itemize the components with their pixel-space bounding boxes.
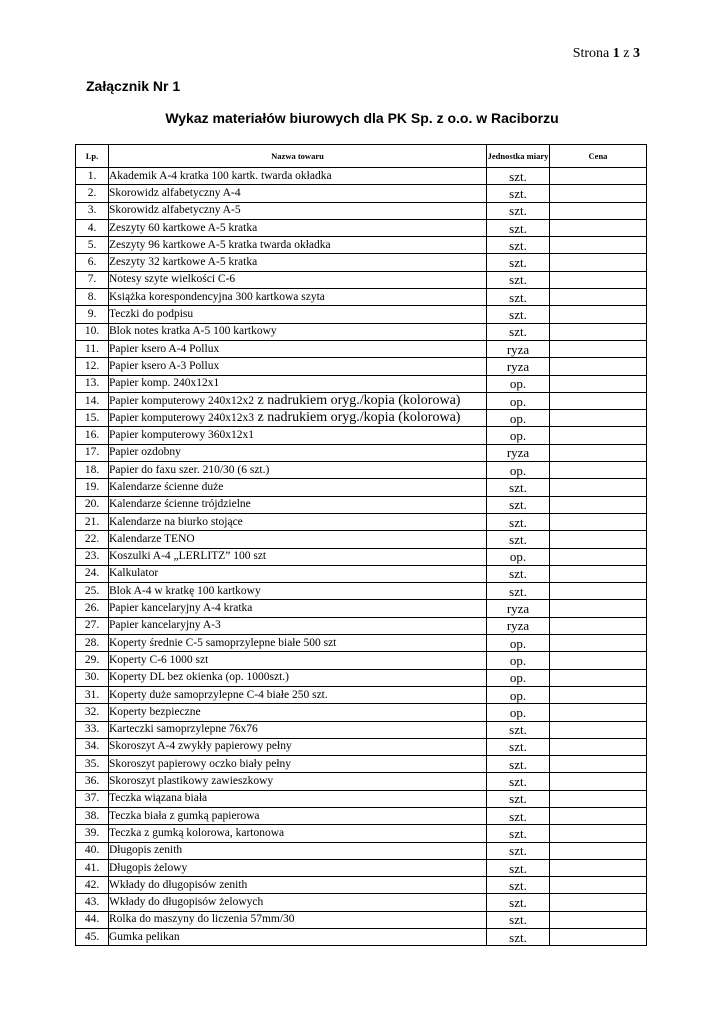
row-name: Kalendarze TENO bbox=[109, 532, 195, 545]
row-lp: 19. bbox=[76, 479, 109, 496]
row-unit: szt. bbox=[487, 565, 550, 582]
row-name-extension: z nadrukiem oryg./kopia (kolorowa) bbox=[254, 410, 461, 426]
row-name: Koperty duże samoprzylepne C-4 białe 250 szt. bbox=[109, 688, 328, 701]
row-price-cell[interactable] bbox=[550, 306, 647, 323]
row-name: Notesy szyte wielkości C-6 bbox=[109, 273, 236, 286]
row-name: Kalendarze ścienne trójdzielne bbox=[109, 498, 251, 511]
row-name-cell bbox=[109, 185, 487, 202]
row-lp: 40. bbox=[76, 842, 109, 859]
table-row bbox=[76, 323, 647, 340]
row-name: Papier ksero A-4 Pollux bbox=[109, 342, 220, 355]
row-name-extension: z nadrukiem oryg./kopia (kolorowa) bbox=[254, 393, 461, 408]
row-price-cell[interactable] bbox=[550, 686, 647, 703]
row-lp: 45. bbox=[76, 929, 109, 946]
row-name: Papier komp. 240x12x1 bbox=[109, 377, 220, 390]
row-name-cell bbox=[109, 289, 487, 306]
row-unit: szt. bbox=[487, 323, 550, 340]
row-name-cell bbox=[109, 600, 487, 617]
row-lp: 16. bbox=[76, 427, 109, 444]
row-price-cell[interactable] bbox=[550, 168, 647, 185]
row-name-cell bbox=[109, 911, 487, 928]
row-unit: szt. bbox=[487, 790, 550, 807]
row-name-cell bbox=[109, 271, 487, 288]
row-unit: op. bbox=[487, 704, 550, 721]
row-name-cell bbox=[109, 877, 487, 894]
row-price-cell[interactable] bbox=[550, 565, 647, 582]
row-unit: szt. bbox=[487, 894, 550, 911]
row-name-cell bbox=[109, 790, 487, 807]
row-unit: szt. bbox=[487, 756, 550, 773]
table-row bbox=[76, 825, 647, 842]
row-name: Zeszyty 96 kartkowe A-5 kratka twarda okładka bbox=[109, 238, 331, 251]
row-lp: 30. bbox=[76, 669, 109, 686]
row-lp: 5. bbox=[76, 237, 109, 254]
row-name-cell bbox=[109, 548, 487, 565]
table-row bbox=[76, 496, 647, 513]
row-lp: 25. bbox=[76, 583, 109, 600]
row-unit: szt. bbox=[487, 496, 550, 513]
row-name-cell bbox=[109, 652, 487, 669]
row-price-cell[interactable] bbox=[550, 392, 647, 409]
row-unit: op. bbox=[487, 652, 550, 669]
row-price-cell[interactable] bbox=[550, 721, 647, 738]
row-name: Koperty C-6 1000 szt bbox=[109, 653, 209, 666]
row-unit: szt. bbox=[487, 773, 550, 790]
row-name-cell bbox=[109, 773, 487, 790]
row-lp: 21. bbox=[76, 513, 109, 530]
row-lp: 29. bbox=[76, 652, 109, 669]
row-name: Teczka z gumką kolorowa, kartonowa bbox=[109, 826, 285, 839]
row-name-cell bbox=[109, 462, 487, 479]
row-name: Papier kancelaryjny A-3 bbox=[109, 619, 221, 632]
row-name: Papier kancelaryjny A-4 kratka bbox=[109, 602, 253, 615]
row-unit: ryza bbox=[487, 617, 550, 634]
row-name-cell bbox=[109, 929, 487, 946]
row-price-cell[interactable] bbox=[550, 583, 647, 600]
table-row bbox=[76, 911, 647, 928]
row-unit: op. bbox=[487, 462, 550, 479]
table-row bbox=[76, 531, 647, 548]
row-price-cell[interactable] bbox=[550, 340, 647, 357]
row-lp: 23. bbox=[76, 548, 109, 565]
table-row bbox=[76, 219, 647, 236]
page-total: 3 bbox=[633, 46, 640, 61]
table-row bbox=[76, 444, 647, 461]
row-name-cell bbox=[109, 444, 487, 461]
row-name-cell bbox=[109, 825, 487, 842]
page-separator: z bbox=[619, 46, 633, 61]
row-name: Blok notes kratka A-5 100 kartkowy bbox=[109, 325, 277, 338]
row-name: Karteczki samoprzylepne 76x76 bbox=[109, 723, 258, 736]
row-lp: 38. bbox=[76, 807, 109, 824]
row-price-cell[interactable] bbox=[550, 773, 647, 790]
row-name-cell bbox=[109, 686, 487, 703]
row-name-cell bbox=[109, 410, 487, 427]
row-price-cell[interactable] bbox=[550, 929, 647, 946]
row-unit: szt. bbox=[487, 929, 550, 946]
row-unit: op. bbox=[487, 375, 550, 392]
row-name-cell bbox=[109, 756, 487, 773]
row-price-cell[interactable] bbox=[550, 496, 647, 513]
row-lp: 41. bbox=[76, 859, 109, 876]
page-current: 1 bbox=[612, 46, 620, 61]
row-lp: 1. bbox=[76, 168, 109, 185]
row-name-cell bbox=[109, 513, 487, 530]
row-lp: 37. bbox=[76, 790, 109, 807]
table-row bbox=[76, 462, 647, 479]
row-price-cell[interactable] bbox=[550, 358, 647, 375]
row-name: Kalendarze na biurko stojące bbox=[109, 515, 243, 528]
row-unit: szt. bbox=[487, 271, 550, 288]
table-header-row bbox=[76, 145, 647, 168]
row-lp: 27. bbox=[76, 617, 109, 634]
row-unit: op. bbox=[487, 548, 550, 565]
row-lp: 13. bbox=[76, 375, 109, 392]
row-name-cell bbox=[109, 738, 487, 755]
row-name: Skoroszyt A-4 zwykły papierowy pełny bbox=[109, 740, 292, 753]
row-name-cell bbox=[109, 237, 487, 254]
row-lp: 22. bbox=[76, 531, 109, 548]
row-lp: 4. bbox=[76, 219, 109, 236]
row-unit: szt. bbox=[487, 254, 550, 271]
row-name-cell bbox=[109, 306, 487, 323]
row-name: Teczka biała z gumką papierowa bbox=[109, 809, 260, 822]
row-price-cell[interactable] bbox=[550, 375, 647, 392]
row-unit: szt. bbox=[487, 237, 550, 254]
table-row bbox=[76, 929, 647, 946]
row-name-cell bbox=[109, 340, 487, 357]
row-lp: 9. bbox=[76, 306, 109, 323]
row-price-cell[interactable] bbox=[550, 756, 647, 773]
row-name: Papier ozdobny bbox=[109, 446, 181, 459]
row-name: Koszulki A-4 „LERLITZ” 100 szt bbox=[109, 550, 267, 563]
table-row bbox=[76, 410, 647, 427]
page-prefix: Strona bbox=[572, 46, 613, 61]
table-row bbox=[76, 185, 647, 202]
row-name: Papier komputerowy 360x12x1 bbox=[109, 429, 255, 442]
row-price-cell[interactable] bbox=[550, 444, 647, 461]
row-name-cell bbox=[109, 479, 487, 496]
row-price-cell[interactable] bbox=[550, 600, 647, 617]
row-unit: op. bbox=[487, 392, 550, 409]
row-unit: szt. bbox=[487, 842, 550, 859]
row-unit: op. bbox=[487, 669, 550, 686]
table-row bbox=[76, 375, 647, 392]
table-row bbox=[76, 738, 647, 755]
row-unit: szt. bbox=[487, 825, 550, 842]
row-name-cell bbox=[109, 531, 487, 548]
row-unit: szt. bbox=[487, 289, 550, 306]
row-name: Koperty DL bez okienka (op. 1000szt.) bbox=[109, 671, 290, 684]
table-row bbox=[76, 427, 647, 444]
row-price-cell[interactable] bbox=[550, 704, 647, 721]
table-row bbox=[76, 254, 647, 271]
header-unit: Jednostka miary bbox=[487, 145, 550, 168]
row-lp: 20. bbox=[76, 496, 109, 513]
row-price-cell[interactable] bbox=[550, 513, 647, 530]
row-name: Papier do faxu szer. 210/30 (6 szt.) bbox=[109, 463, 270, 476]
header-price: Cena bbox=[550, 145, 647, 168]
row-unit: ryza bbox=[487, 600, 550, 617]
row-price-cell[interactable] bbox=[550, 479, 647, 496]
row-name-cell bbox=[109, 219, 487, 236]
row-price-cell[interactable] bbox=[550, 531, 647, 548]
row-price-cell[interactable] bbox=[550, 738, 647, 755]
row-name: Wkłady do długopisów zenith bbox=[109, 878, 248, 891]
table-row bbox=[76, 635, 647, 652]
row-unit: szt. bbox=[487, 738, 550, 755]
row-price-cell[interactable] bbox=[550, 427, 647, 444]
row-price-cell[interactable] bbox=[550, 825, 647, 842]
row-name: Długopis zenith bbox=[109, 844, 183, 857]
row-name-cell bbox=[109, 807, 487, 824]
row-name: Koperty bezpieczne bbox=[109, 705, 201, 718]
row-unit: szt. bbox=[487, 202, 550, 219]
row-unit: szt. bbox=[487, 306, 550, 323]
row-lp: 2. bbox=[76, 185, 109, 202]
row-unit: ryza bbox=[487, 340, 550, 357]
table-row bbox=[76, 340, 647, 357]
table-row bbox=[76, 306, 647, 323]
table-row bbox=[76, 790, 647, 807]
row-unit: szt. bbox=[487, 721, 550, 738]
row-lp: 43. bbox=[76, 894, 109, 911]
header-lp: Lp. bbox=[76, 145, 109, 168]
row-name: Skoroszyt plastikowy zawieszkowy bbox=[109, 775, 274, 788]
row-price-cell[interactable] bbox=[550, 254, 647, 271]
table-row bbox=[76, 756, 647, 773]
row-price-cell[interactable] bbox=[550, 635, 647, 652]
row-price-cell[interactable] bbox=[550, 807, 647, 824]
row-lp: 36. bbox=[76, 773, 109, 790]
row-name: Papier komputerowy 240x12x3 bbox=[109, 412, 255, 425]
table-row bbox=[76, 669, 647, 686]
table-row bbox=[76, 773, 647, 790]
row-name: Rolka do maszyny do liczenia 57mm/30 bbox=[109, 913, 295, 926]
materials-table bbox=[75, 144, 647, 946]
row-name: Zeszyty 32 kartkowe A-5 kratka bbox=[109, 256, 258, 269]
row-lp: 28. bbox=[76, 635, 109, 652]
row-lp: 10. bbox=[76, 323, 109, 340]
row-lp: 18. bbox=[76, 462, 109, 479]
row-lp: 7. bbox=[76, 271, 109, 288]
row-price-cell[interactable] bbox=[550, 894, 647, 911]
annex-label: Załącznik Nr 1 bbox=[86, 78, 181, 94]
row-name: Akademik A-4 kratka 100 kartk. twarda okładka bbox=[109, 169, 332, 182]
row-unit: ryza bbox=[487, 444, 550, 461]
row-lp: 44. bbox=[76, 911, 109, 928]
table-row bbox=[76, 548, 647, 565]
table-row bbox=[76, 358, 647, 375]
row-unit: ryza bbox=[487, 358, 550, 375]
row-name: Skoroszyt papierowy oczko biały pełny bbox=[109, 757, 292, 770]
row-lp: 26. bbox=[76, 600, 109, 617]
row-name-cell bbox=[109, 323, 487, 340]
row-unit: szt. bbox=[487, 479, 550, 496]
table-row bbox=[76, 704, 647, 721]
table-row bbox=[76, 237, 647, 254]
row-name-cell bbox=[109, 202, 487, 219]
row-lp: 33. bbox=[76, 721, 109, 738]
row-price-cell[interactable] bbox=[550, 237, 647, 254]
table-row bbox=[76, 894, 647, 911]
row-price-cell[interactable] bbox=[550, 202, 647, 219]
row-name: Gumka pelikan bbox=[109, 930, 180, 943]
row-unit: szt. bbox=[487, 859, 550, 876]
row-name-cell bbox=[109, 254, 487, 271]
table-row bbox=[76, 168, 647, 185]
row-unit: szt. bbox=[487, 513, 550, 530]
row-lp: 24. bbox=[76, 565, 109, 582]
row-unit: szt. bbox=[487, 531, 550, 548]
table-row bbox=[76, 721, 647, 738]
table-row bbox=[76, 513, 647, 530]
row-name-cell bbox=[109, 427, 487, 444]
row-name: Koperty średnie C-5 samoprzylepne białe 500 szt bbox=[109, 636, 337, 649]
row-name: Papier ksero A-3 Pollux bbox=[109, 359, 220, 372]
row-unit: szt. bbox=[487, 168, 550, 185]
table-row bbox=[76, 289, 647, 306]
row-unit: szt. bbox=[487, 185, 550, 202]
row-lp: 32. bbox=[76, 704, 109, 721]
row-price-cell[interactable] bbox=[550, 859, 647, 876]
row-price-cell[interactable] bbox=[550, 462, 647, 479]
row-name: Długopis żelowy bbox=[109, 861, 188, 874]
row-unit: op. bbox=[487, 427, 550, 444]
row-price-cell[interactable] bbox=[550, 323, 647, 340]
table-body bbox=[76, 168, 647, 946]
row-price-cell[interactable] bbox=[550, 548, 647, 565]
row-price-cell[interactable] bbox=[550, 652, 647, 669]
row-price-cell[interactable] bbox=[550, 877, 647, 894]
row-name-cell bbox=[109, 565, 487, 582]
row-name: Teczka wiązana biała bbox=[109, 792, 208, 805]
row-lp: 35. bbox=[76, 756, 109, 773]
table-row bbox=[76, 652, 647, 669]
row-unit: szt. bbox=[487, 877, 550, 894]
row-price-cell[interactable] bbox=[550, 219, 647, 236]
row-lp: 12. bbox=[76, 358, 109, 375]
row-lp: 6. bbox=[76, 254, 109, 271]
row-price-cell[interactable] bbox=[550, 271, 647, 288]
row-name: Kalendarze ścienne duże bbox=[109, 480, 224, 493]
row-lp: 3. bbox=[76, 202, 109, 219]
row-name: Skorowidz alfabetyczny A-4 bbox=[109, 186, 241, 199]
row-price-cell[interactable] bbox=[550, 617, 647, 634]
row-unit: op. bbox=[487, 410, 550, 427]
row-name-cell bbox=[109, 617, 487, 634]
row-name: Papier komputerowy 240x12x2 bbox=[109, 395, 255, 407]
row-unit: op. bbox=[487, 686, 550, 703]
table-row bbox=[76, 877, 647, 894]
row-name-cell bbox=[109, 358, 487, 375]
row-name: Teczki do podpisu bbox=[109, 308, 194, 321]
row-name-cell bbox=[109, 669, 487, 686]
row-price-cell[interactable] bbox=[550, 790, 647, 807]
table-row bbox=[76, 583, 647, 600]
table-row bbox=[76, 600, 647, 617]
row-name: Zeszyty 60 kartkowe A-5 kratka bbox=[109, 221, 258, 234]
row-unit: szt. bbox=[487, 807, 550, 824]
row-name-cell bbox=[109, 375, 487, 392]
row-name-cell bbox=[109, 392, 487, 409]
table-row bbox=[76, 842, 647, 859]
table-row bbox=[76, 617, 647, 634]
row-unit: op. bbox=[487, 635, 550, 652]
row-lp: 14. bbox=[76, 392, 109, 409]
row-name-cell bbox=[109, 894, 487, 911]
row-price-cell[interactable] bbox=[550, 185, 647, 202]
row-lp: 42. bbox=[76, 877, 109, 894]
table-row bbox=[76, 859, 647, 876]
row-name: Skorowidz alfabetyczny A-5 bbox=[109, 204, 241, 217]
row-lp: 8. bbox=[76, 289, 109, 306]
table-row bbox=[76, 202, 647, 219]
row-unit: szt. bbox=[487, 219, 550, 236]
row-name-cell bbox=[109, 635, 487, 652]
row-price-cell[interactable] bbox=[550, 410, 647, 427]
row-name-cell bbox=[109, 859, 487, 876]
row-name-cell bbox=[109, 721, 487, 738]
row-lp: 11. bbox=[76, 340, 109, 357]
row-lp: 15. bbox=[76, 410, 109, 427]
row-name-cell bbox=[109, 583, 487, 600]
table-row bbox=[76, 565, 647, 582]
row-lp: 39. bbox=[76, 825, 109, 842]
table-row bbox=[76, 392, 647, 409]
row-name: Kalkulator bbox=[109, 567, 159, 580]
header-name: Nazwa towaru bbox=[109, 145, 487, 168]
row-lp: 34. bbox=[76, 738, 109, 755]
row-lp: 17. bbox=[76, 444, 109, 461]
row-name-cell bbox=[109, 704, 487, 721]
row-name: Wkłady do długopisów żelowych bbox=[109, 896, 264, 909]
table-row bbox=[76, 807, 647, 824]
row-name: Blok A-4 w kratkę 100 kartkowy bbox=[109, 584, 261, 597]
table-row bbox=[76, 479, 647, 496]
row-price-cell[interactable] bbox=[550, 669, 647, 686]
row-unit: szt. bbox=[487, 583, 550, 600]
row-price-cell[interactable] bbox=[550, 289, 647, 306]
row-name-cell bbox=[109, 168, 487, 185]
page-number bbox=[573, 46, 640, 62]
row-price-cell[interactable] bbox=[550, 842, 647, 859]
row-name-cell bbox=[109, 842, 487, 859]
row-name: Książka korespondencyjna 300 kartkowa szyta bbox=[109, 290, 325, 303]
row-lp: 31. bbox=[76, 686, 109, 703]
document-title: Wykaz materiałów biurowych dla PK Sp. z o.o. w Raciborzu bbox=[165, 110, 559, 126]
table-row bbox=[76, 686, 647, 703]
table-row bbox=[76, 271, 647, 288]
row-price-cell[interactable] bbox=[550, 911, 647, 928]
row-unit: szt. bbox=[487, 911, 550, 928]
row-name-cell bbox=[109, 496, 487, 513]
